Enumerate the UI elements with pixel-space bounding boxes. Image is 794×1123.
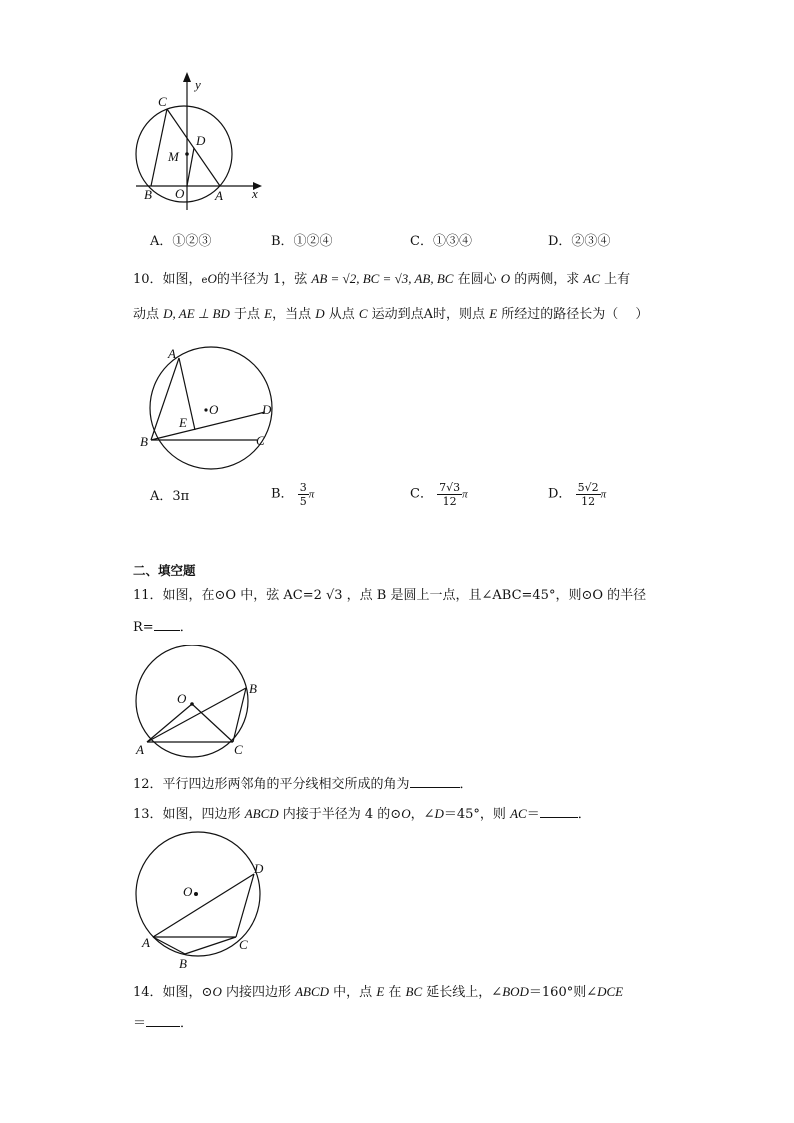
q10-option-c [410,481,468,508]
q11-line2 [133,618,193,637]
q10-arc-AC: AC [583,271,601,286]
denominator: 12 [581,495,596,508]
q9-seg-CA [167,109,220,186]
q10-math: E [489,306,498,321]
q10-label-B: B [140,434,148,449]
q9-label-D: D [196,133,206,148]
q13-text: ，∠ [410,807,435,822]
q11-text: R= [133,620,154,635]
q9-y-arrow [183,72,191,82]
q14-text: ． [180,1016,194,1031]
q10-point-O [204,408,207,411]
denominator: 5 [299,495,307,508]
q13-math: D [434,806,444,821]
q14-text: ＝ [133,1016,147,1031]
q13-label-O: O [183,884,193,899]
q13-label-A: A [142,935,150,950]
q9-point-M [185,152,189,156]
q10-label-A: A [168,346,176,361]
q10-math: D, AE ⊥ BD [163,306,230,321]
q10-text: 所经过的路径长为（ ） [497,307,649,322]
q13-text: ． [577,807,591,822]
q11-point-O [190,702,194,706]
numerator: 7√3 [439,481,461,494]
q10-math: E [264,306,273,321]
q10-option-b [271,481,314,508]
q12-text: 12．平行四边形两邻角的平分线相交所成的角为 [133,777,410,792]
q14-text: 内接四边形 [221,985,296,1000]
q10-option-d [548,481,606,508]
q10-text: ，当点 [272,307,316,322]
q11-label-A: A [136,742,144,757]
q14-text: 延长线上，∠ [422,985,503,1000]
q11-line1: 11．如图，在⊙O 中，弦 AC=2 √3 ，点 B 是圆上一点，且∠ABC=45°，则⊙O 的半径 [133,588,647,603]
q13-point-O [194,892,198,896]
q10-line1 [133,270,630,290]
q10-text: 从点 [324,307,359,322]
fraction [298,481,309,508]
q10-text: 于点 [229,307,265,322]
q9-label-A: A [215,188,223,203]
numerator: 3 [299,481,307,494]
option-label: C． [410,486,433,502]
q10-text: 在圆心 [453,272,501,287]
q9-label-y: y [195,77,201,92]
q14-line1 [133,983,623,1002]
q10-option-a: A．3π [150,489,190,504]
q13-text: ＝45°，则 [443,807,511,822]
q10-label-D: D [262,402,272,417]
q10-line2 [133,305,648,324]
q13-text: 13．如图，四边形 [133,807,245,822]
q13-text: ＝ [526,807,540,822]
q13-seg-AB [153,937,185,954]
q10-math: D [315,306,325,321]
pi: π [600,488,607,501]
q9-option-c: C．①③④ [410,234,472,249]
answer-blank[interactable] [146,1014,180,1027]
q14-math: ABCD [295,984,330,999]
q13-line [133,805,591,824]
q13-label-B: B [179,956,187,971]
q11-label-O: O [177,691,187,706]
q14-math: DCE [597,984,624,999]
q10-text: 运动到点A时，则点 [367,307,490,322]
q13-label-C: C [239,937,248,952]
q13-math: ABCD [244,806,279,821]
q9-figure [128,70,268,215]
q14-math: E [376,984,385,999]
q13-label-D: D [254,861,264,876]
q10-text: 动点 [133,307,164,322]
answer-blank[interactable] [410,775,460,788]
circle-symbol: e [201,275,208,286]
q13-math: O [401,806,411,821]
q10-text: 上有 [600,272,631,287]
q14-math: BOD [502,984,529,999]
numerator: 5√2 [577,481,599,494]
q10-math: AB = √2, BC = √3, AB, BC [311,271,454,286]
q11-figure [130,645,280,760]
q9-option-b: B．①②④ [271,234,333,249]
q10-seg-AB [151,358,179,440]
q9-label-O: O [175,186,185,201]
q14-text: 在 [384,985,406,1000]
q11-label-B: B [249,681,257,696]
q10-label-O: O [209,402,219,417]
answer-blank[interactable] [540,805,578,818]
option-label: D． [548,486,572,502]
q9-label-B: B [144,187,152,202]
q10-text: 的两侧，求 [510,272,584,287]
q10-label-E: E [179,415,187,430]
fraction [437,481,462,508]
q12-text: ． [459,777,473,792]
q13-seg-BC [185,937,236,954]
q9-option-a: A．①②③ [150,234,212,249]
fraction [576,481,601,508]
q10-math: C [358,306,368,321]
q14-text: 14．如图，⊙ [133,985,213,1000]
q11-text: ． [179,620,193,635]
q13-figure [130,830,280,975]
q11-seg-OC [192,704,233,742]
q9-label-M: M [168,149,179,164]
q11-seg-BC [233,688,246,742]
q14-text: ＝160°则∠ [528,985,598,1000]
q11-label-C: C [234,742,243,757]
option-label: B． [271,486,294,502]
q10-text: 的半径为 1，弦 [216,272,312,287]
q11-seg-AB [147,688,246,742]
q9-label-x: x [252,186,258,201]
q12-line [133,775,473,794]
pi: π [462,488,468,501]
q9-seg-BC [151,109,167,186]
q10-math: O [500,271,511,286]
q11-seg-OA [147,704,192,742]
denominator: 12 [442,495,457,508]
q10-text: O [207,271,217,286]
q14-text: 中，点 [329,985,377,1000]
q10-text: 10．如图， [133,272,202,287]
q14-math: BC [405,984,423,999]
q13-text: 内接于半径为 4 的⊙ [278,807,402,822]
section-title: 二、填空题 [133,563,196,578]
q9-label-C: C [158,94,167,109]
q13-math: AC [510,806,527,821]
q10-seg-BD [151,412,265,440]
answer-blank[interactable] [154,618,180,631]
pi: π [308,488,315,501]
q10-figure [136,340,286,475]
q14-line2 [133,1014,193,1033]
q14-math: O [212,984,222,999]
q9-option-d: D．②③④ [548,234,611,249]
q10-label-C: C [256,433,265,448]
